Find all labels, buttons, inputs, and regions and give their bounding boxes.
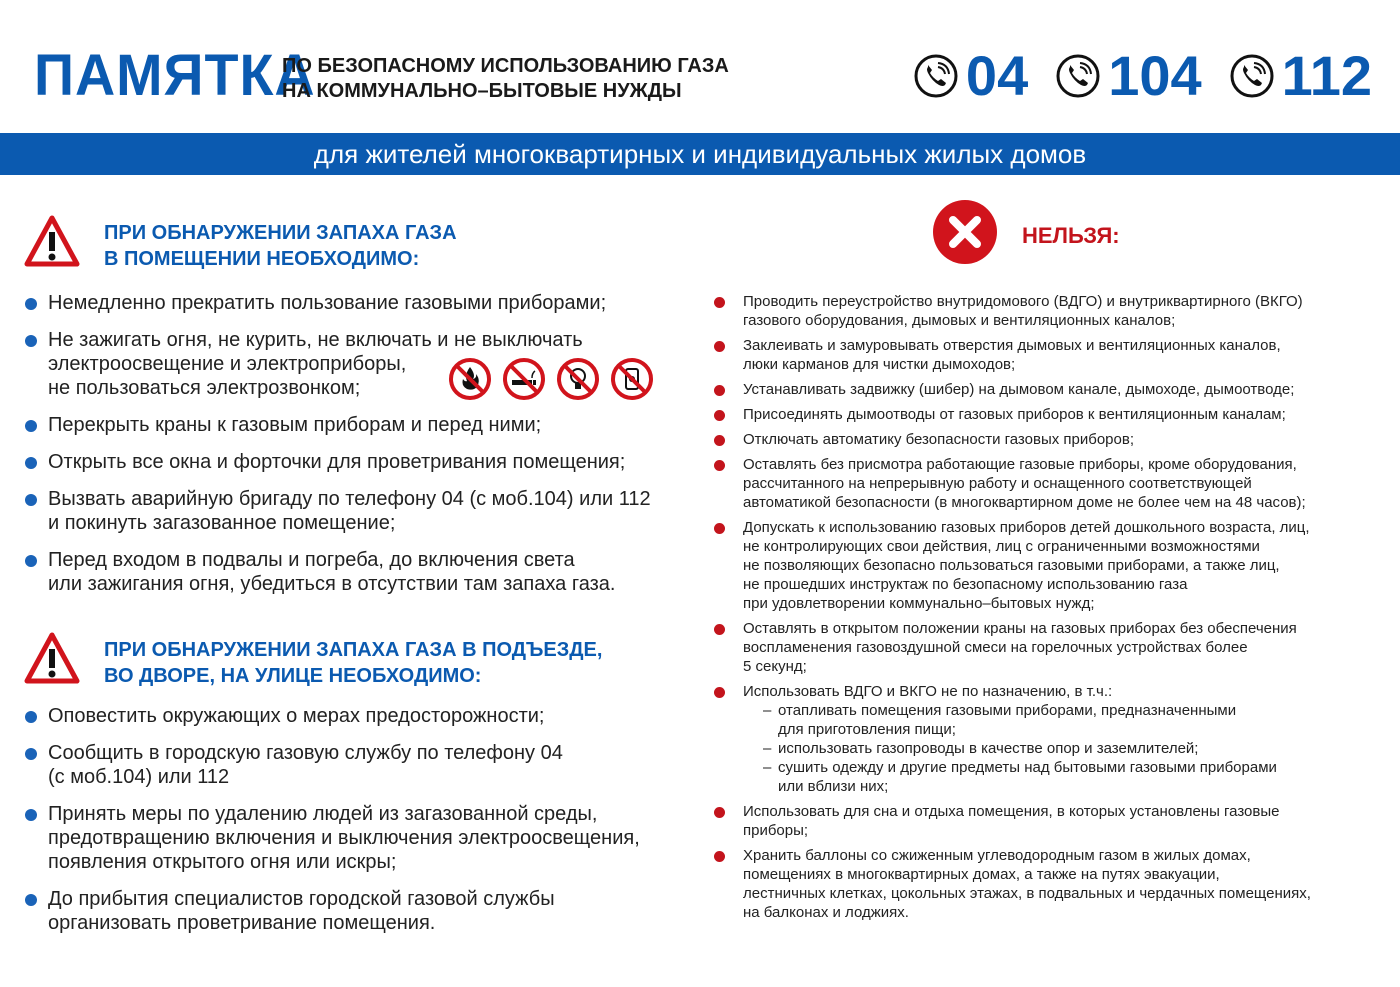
bullet-icon [714, 410, 725, 421]
phone-number: 112 [1281, 44, 1372, 107]
page-subtitle [282, 54, 729, 104]
warning-icon [24, 632, 80, 684]
list-item: Открыть все окна и форточки для проветривания помещения; [0, 450, 651, 474]
section-title-indoor [104, 220, 457, 272]
list-item: Использовать ВДГО и ВКГО не по назначению, в т.ч.: – отапливать помещения газовыми приборами, предназначенными для приготовления пищи; – использовать газопроводы в качестве опор и заземлителей; – сушить одежду и другие предметы над бытовыми газовыми приборами или вблизи них; [700, 682, 1390, 796]
no-doorbell-icon [610, 357, 654, 401]
list-item: Проводить переустройство внутридомового (ВДГО) и внутриквартирного (ВКГО) газового оборудования, дымовых и вентиляционных каналов; [700, 292, 1390, 330]
bullet-icon [714, 851, 725, 862]
bullet-icon [25, 335, 37, 347]
sublist-item: – использовать газопроводы в качестве опор и заземлителей; [763, 740, 1199, 757]
list-item: Оставлять без присмотра работающие газовые приборы, кроме оборудования, рассчитанного на непрерывную работу и оснащенного соответствующей автоматикой безопасности (в многоквартирном доме не более чем на 48 часов); [700, 455, 1390, 512]
bullet-icon [714, 435, 725, 446]
list-item: Принять меры по удалению людей из загазованной среды, предотвращению включения и выключения электроосвещения, появления открытого огня или искры; [0, 802, 640, 874]
no-smoking-icon [502, 357, 546, 401]
phone-icon [1230, 54, 1274, 98]
list-item: Перекрыть краны к газовым приборам и перед ними; [0, 413, 651, 437]
bullet-icon [714, 807, 725, 818]
list-item: Оповестить окружающих о мерах предосторожности; [0, 704, 640, 728]
bullet-icon [714, 297, 725, 308]
bullet-icon [714, 523, 725, 534]
forbidden-list [700, 292, 1390, 922]
indoor-actions-list [0, 291, 651, 596]
phone-04 [914, 44, 1028, 108]
list-item: До прибытия специалистов городской газовой службы организовать проветривание помещения. [0, 887, 640, 935]
bullet-icon [25, 748, 37, 760]
phone-icon [914, 54, 958, 98]
warning-icon [24, 215, 80, 267]
phone-number: 04 [965, 44, 1029, 107]
list-item: Хранить баллоны со сжиженным углеводородным газом в жилых домах, помещениях в многоквартирных домах, а также на путях эвакуации, лестничных клетках, цокольных этажах, в подвальных и чердачных помещениях, на балконах и лоджиях. [700, 846, 1390, 922]
list-item: Перед входом в подвалы и погреба, до включения света или зажигания огня, убедиться в отсутствии там запаха газа. [0, 548, 651, 596]
bullet-icon [25, 809, 37, 821]
phone-104 [1056, 44, 1201, 108]
sublist-item: для приготовления пищи; [778, 721, 956, 738]
bullet-icon [25, 711, 37, 723]
section-title-outdoor [104, 637, 602, 689]
list-item: Сообщить в городскую газовую службу по телефону 04 (с моб.104) или 112 [0, 741, 640, 789]
subtitle-line-2: НА КОММУНАЛЬНО–БЫТОВЫЕ НУЖДЫ [282, 80, 682, 102]
list-item: Присоединять дымоотводы от газовых приборов к вентиляционным каналам; [700, 405, 1390, 424]
bullet-icon [25, 894, 37, 906]
list-item: Не зажигать огня, не курить, не включать и не выключать электроосвещение и электроприборы, не пользоваться электрозвонком; [0, 328, 651, 400]
sublist-item: или вблизи них; [778, 778, 889, 795]
sublist-item: – сушить одежду и другие предметы над бытовыми газовыми приборами [763, 759, 1277, 776]
list-item: Немедленно прекратить пользование газовыми приборами; [0, 291, 651, 315]
list-item: Отключать автоматику безопасности газовых приборов; [700, 430, 1390, 449]
prohibition-pictograms [448, 357, 664, 401]
list-item: Оставлять в открытом положении краны на газовых приборах без обеспечения воспламенения газовоздушной смеси на горелочных устройствах более 5 секунд; [700, 619, 1390, 676]
bullet-icon [25, 420, 37, 432]
audience-banner: для жителей многоквартирных и индивидуальных жилых домов [0, 133, 1400, 175]
forbidden-title: НЕЛЬЗЯ: [1022, 223, 1120, 248]
list-item: Заклеивать и замуровывать отверстия дымовых и вентиляционных каналов, люки карманов для чистки дымоходов; [700, 336, 1390, 374]
forbidden-x-icon [932, 199, 998, 265]
section-title-line: ПРИ ОБНАРУЖЕНИИ ЗАПАХА ГАЗА [104, 222, 457, 244]
sublist [743, 701, 1390, 796]
list-item: Устанавливать задвижку (шибер) на дымовом канале, дымоходе, дымоотводе; [700, 380, 1390, 399]
section-title-line: В ПОМЕЩЕНИИ НЕОБХОДИМО: [104, 248, 420, 270]
bullet-icon [25, 494, 37, 506]
phone-112 [1230, 44, 1372, 108]
list-item: Вызвать аварийную бригаду по телефону 04 (с моб.104) или 112 и покинуть загазованное помещение; [0, 487, 651, 535]
bullet-icon [714, 687, 725, 698]
phone-icon [1056, 54, 1100, 98]
phone-number: 104 [1108, 44, 1202, 107]
header [0, 0, 1400, 130]
sublist-item: – отапливать помещения газовыми приборами, предназначенными [763, 702, 1237, 719]
no-fire-icon [448, 357, 492, 401]
bullet-icon [714, 624, 725, 635]
section-title-line: ВО ДВОРЕ, НА УЛИЦЕ НЕОБХОДИМО: [104, 665, 482, 687]
bullet-icon [714, 460, 725, 471]
bullet-icon [25, 457, 37, 469]
emergency-phones [886, 44, 1372, 108]
page-title: ПАМЯТКА [34, 43, 316, 108]
subtitle-line-1: ПО БЕЗОПАСНОМУ ИСПОЛЬЗОВАНИЮ ГАЗА [282, 55, 729, 77]
bullet-icon [25, 298, 37, 310]
section-title-line: ПРИ ОБНАРУЖЕНИИ ЗАПАХА ГАЗА В ПОДЪЕЗДЕ, [104, 639, 603, 661]
bullet-icon [25, 555, 37, 567]
bullet-icon [714, 385, 725, 396]
outdoor-actions-list [0, 704, 640, 935]
no-light-switch-icon [556, 357, 600, 401]
list-item: Использовать для сна и отдыха помещения, в которых установлены газовые приборы; [700, 802, 1390, 840]
list-item: Допускать к использованию газовых приборов детей дошкольного возраста, лиц, не контролирующих свои действия, лиц с ограниченными возможностями не позволяющих безопасно пользоваться газовыми приборами, а также лиц, не прошедших инструктаж по безопасному использованию газа при удовлетворении коммунально–бытовых нужд; [700, 518, 1390, 613]
bullet-icon [714, 341, 725, 352]
